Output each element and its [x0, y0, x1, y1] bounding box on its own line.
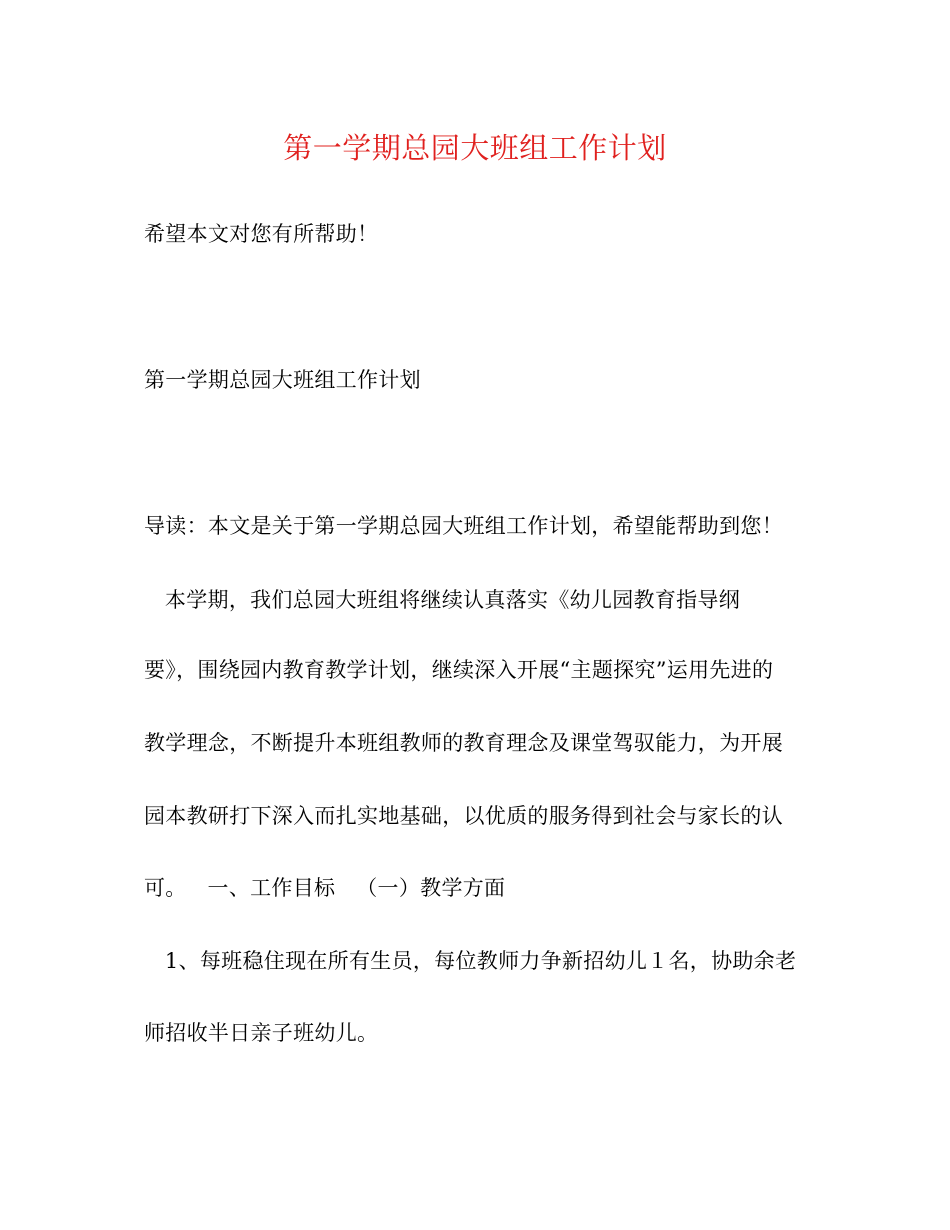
body-line: 师招收半日亲子班幼儿。: [144, 1021, 379, 1045]
document-title: 第一学期总园大班组工作计划: [283, 131, 667, 165]
body-line: 要》，围绕园内教育教学计划，继续深入开展“主题探究”运用先进的: [144, 658, 774, 682]
section-heading-line: 可。 一、工作目标 （一）教学方面: [144, 876, 506, 900]
subtitle-line: 第一学期总园大班组工作计划: [144, 368, 421, 392]
body-line: 教学理念，不断提升本班组教师的教育理念及课堂驾驭能力，为开展: [144, 731, 783, 755]
guide-line: 导读：本文是关于第一学期总园大班组工作计划，希望能帮助到您！: [144, 514, 783, 538]
body-line: 1、每班稳住现在所有生员，每位教师力争新招幼儿１名，协助余老: [144, 949, 797, 973]
body-line: 园本教研打下深入而扎实地基础，以优质的服务得到社会与家长的认: [144, 804, 783, 828]
body-line: 本学期，我们总园大班组将继续认真落实《幼儿园教育指导纲: [144, 588, 741, 612]
intro-line: 希望本文对您有所帮助！: [144, 222, 379, 246]
